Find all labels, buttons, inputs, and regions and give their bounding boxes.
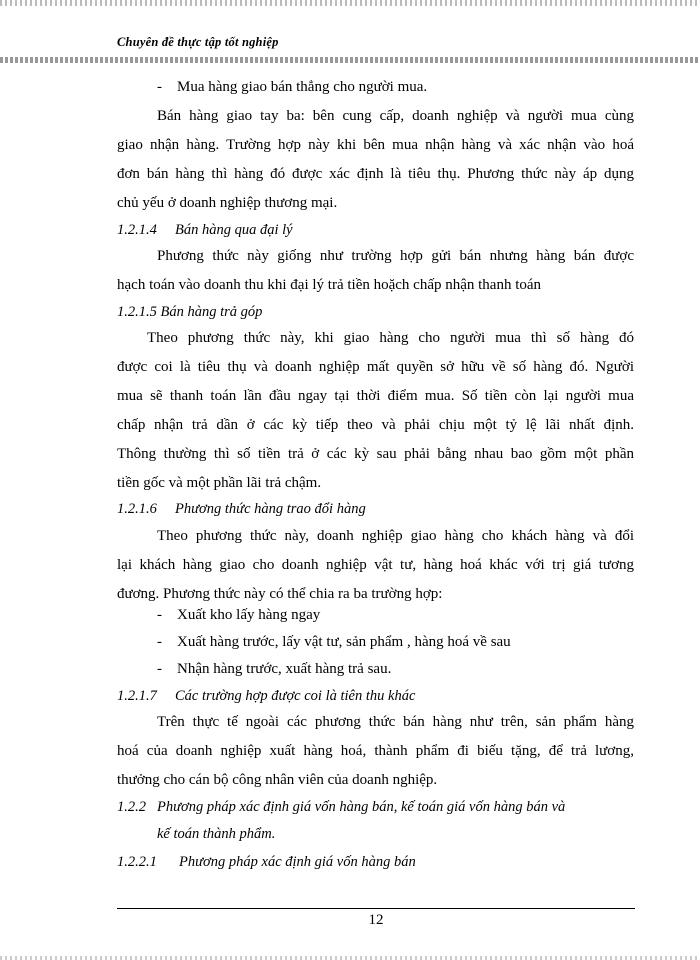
section-number: 1.2.2.1 [117,854,157,870]
page-border-bottom [0,956,700,960]
section-heading [117,687,415,706]
section-title: Phương thức hàng trao đổi hàng [175,501,366,517]
bullet-dash: - [157,634,162,650]
paragraph-line: Bán hàng giao tay ba: bên cung cấp, doanh nghiệp và người mua cùng [157,108,634,124]
paragraph-line: Theo phương thức này, khi giao hàng cho người mua thì số hàng đó [147,330,634,346]
section-heading [117,500,366,519]
paragraph-line: tiền gốc và một phần lãi trả chậm. [117,475,322,491]
section-number: 1.2.1.4 [117,222,157,238]
paragraph-line: hoá của doanh nghiệp xuất hàng hoá, thành phẩm đi biếu tặng, để trả lương, [117,743,634,759]
bullet-dash: - [157,607,162,623]
paragraph-line: đương. Phương thức này có thể chia ra ba trường hợp: [117,586,443,602]
section-title: Phương pháp xác định giá vốn hàng bán [179,854,416,870]
section-number: 1.2.1.6 [117,501,157,517]
bullet-text: Xuất kho lấy hàng ngay [177,607,321,623]
section-heading [117,798,565,817]
page-header-title: Chuyên đề thực tập tốt nghiệp [117,35,279,49]
paragraph-line: mua sẽ thanh toán lần đầu ngay tại thời điểm mua. Số tiền còn lại người mua [117,388,634,404]
paragraph-line: đơn bán hàng thì hàng đó được xác định là tiêu thụ. Phương thức này áp dụng [117,166,634,182]
paragraph-line: lại khách hàng giao cho doanh nghiệp vật tư, hàng hoá khác với trị giá tương [117,557,634,573]
page-number: 12 [368,912,384,928]
bullet-dash: - [157,79,162,95]
section-title: Phương pháp xác định giá vốn hàng bán, kế toán giá vốn hàng bán và [157,799,566,815]
paragraph-line: Theo phương thức này, doanh nghiệp giao hàng cho khách hàng và đổi [157,528,634,544]
page-border-top [0,0,700,6]
paragraph-line: chủ yếu ở doanh nghiệp thương mại. [117,195,338,211]
section-title: Bán hàng qua đại lý [175,222,293,238]
paragraph-line: Trên thực tế ngoài các phương thức bán hàng như trên, sản phẩm hàng [157,714,634,730]
section-title: Các trường hợp được coi là tiên thu khác [175,688,416,704]
bullet-dash: - [157,661,162,677]
paragraph-line: Phương thức này giống như trường hợp gửi bán nhưng hàng bán được [157,248,634,264]
header-divider [0,57,700,63]
paragraph-line: chấp nhận trả dần ở các kỳ tiếp theo và phải chịu một tỷ lệ lãi nhất định. [117,417,634,433]
bullet-item [157,633,511,652]
paragraph-line: hạch toán vào doanh thu khi đại lý trả tiền hoặch chấp nhận thanh toán [117,277,542,293]
section-number: 1.2.1.7 [117,688,157,704]
paragraph-line: được coi là tiêu thụ và doanh nghiệp mất quyền sở hữu về số hàng đó. Người [117,359,634,375]
paragraph-line: Thông thường thì số tiền trả ở các kỳ sau phải bằng nhau bao gồm một phần [117,446,634,462]
section-heading: 1.2.1.5 Bán hàng trả góp [117,304,263,320]
bullet-item [157,78,427,97]
bullet-item [157,606,320,625]
section-heading [117,221,293,240]
section-number: 1.2.2 [117,799,146,815]
section-title-continued: kế toán thành phẩm. [157,826,276,842]
paragraph-line: thưởng cho cán bộ công nhân viên của doanh nghiệp. [117,772,438,788]
bullet-item [157,660,391,679]
paragraph-line: giao nhận hàng. Trường hợp này khi bên mua nhận hàng và xác nhận vào hoá [117,137,634,153]
footer-divider [117,908,635,909]
bullet-text: Nhận hàng trước, xuất hàng trả sau. [177,661,392,677]
section-heading [117,853,416,872]
bullet-text: Mua hàng giao bán thẳng cho người mua. [177,79,428,95]
bullet-text: Xuất hàng trước, lấy vật tư, sản phẩm , hàng hoá về sau [177,634,511,650]
